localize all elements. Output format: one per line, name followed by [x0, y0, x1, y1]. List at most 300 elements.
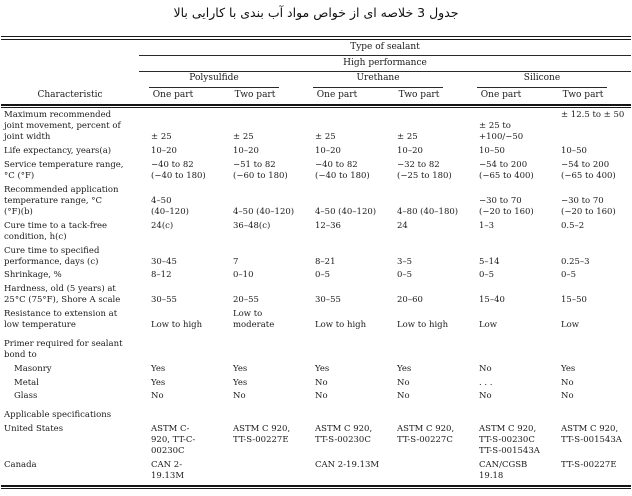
sealant-properties-table — [1, 36, 631, 489]
cell-line — [151, 284, 221, 295]
cell-line: 4–80 (40–180) — [397, 206, 459, 217]
cell-line: ± 12.5 to ± 50 — [561, 109, 625, 120]
cell-value — [221, 460, 303, 485]
row-label — [1, 246, 139, 271]
cell-line: −30 to 70 — [479, 195, 522, 206]
cell-line: ± 25 — [315, 132, 336, 143]
cell-line: Hardness, old (5 years) at — [4, 284, 116, 295]
cell-line — [151, 309, 221, 320]
cell-value — [139, 405, 221, 424]
empty-corner — [1, 40, 139, 56]
cell-line: Recommended application — [4, 184, 119, 195]
cell-line: (−65 to 400) — [561, 170, 616, 181]
cell-line: No — [561, 391, 574, 402]
cell-value — [467, 246, 549, 271]
cell-value — [549, 424, 631, 460]
table-row — [1, 185, 631, 221]
cell-line: ± 25 to — [479, 121, 511, 131]
cell-value — [549, 246, 631, 271]
cell-line: United States — [4, 423, 64, 434]
cell-line — [397, 121, 467, 132]
cell-line — [315, 309, 385, 320]
cell-value — [467, 378, 549, 392]
table-row — [1, 146, 631, 160]
cell-line — [315, 196, 385, 207]
cell-value — [467, 270, 549, 284]
cell-line: No — [479, 363, 492, 374]
rule-bottom — [1, 485, 631, 489]
cell-value — [467, 309, 549, 334]
cell-line: 00230C — [151, 446, 185, 457]
cell-line: Canada — [4, 459, 37, 470]
row-label — [1, 334, 139, 364]
table-row — [1, 110, 631, 146]
part-header: One part — [152, 89, 194, 100]
cell-value — [221, 270, 303, 284]
cell-line: −51 to 82 — [233, 159, 276, 170]
cell-line — [315, 246, 385, 257]
cell-line: 0–5 — [315, 270, 331, 281]
cell-line: −32 to 82 — [397, 159, 440, 170]
cell-value — [467, 110, 549, 146]
part-header: One part — [480, 89, 522, 100]
cell-value — [221, 110, 303, 146]
cell-line: TT-S-001543A — [479, 446, 540, 457]
cell-value — [139, 185, 221, 221]
cell-line: −54 to 200 — [561, 159, 610, 170]
cell-value — [139, 246, 221, 271]
row-label — [1, 270, 139, 284]
cell-line: TT-S-001543A — [561, 434, 622, 445]
cell-line: Masonry — [14, 363, 52, 374]
cell-line — [479, 110, 549, 121]
cell-value — [221, 160, 303, 185]
cell-line: 3–5 — [397, 256, 413, 267]
table-row — [1, 364, 631, 378]
cell-line: Primer required for sealant — [4, 338, 123, 349]
cell-line: 25°C (75°F), Shore A scale — [4, 295, 121, 306]
cell-line: 10–20 — [315, 145, 341, 156]
cell-line — [151, 121, 221, 132]
group-header-polysulfide: Polysulfide — [149, 73, 279, 87]
cell-line — [315, 121, 385, 132]
cell-value — [549, 460, 631, 485]
cell-value — [385, 110, 467, 146]
cell-line: Cure time to a tack-free — [4, 220, 108, 231]
row-label — [1, 185, 139, 221]
group-header-row — [1, 72, 631, 88]
row-label — [1, 146, 139, 160]
cell-line: 0.5–2 — [561, 220, 585, 231]
cell-line: (−20 to 160) — [479, 206, 534, 217]
table-row — [1, 309, 631, 334]
cell-line: No — [233, 391, 246, 402]
cell-line — [479, 185, 549, 196]
bottom-double-rule — [1, 485, 631, 489]
cell-line: ASTM C 920, — [397, 423, 455, 434]
row-label — [1, 424, 139, 460]
cell-line: Applicable specifications — [4, 409, 112, 420]
cell-value — [549, 405, 631, 424]
cell-line: 15–50 — [561, 295, 587, 306]
cell-value — [303, 284, 385, 309]
cell-value — [139, 221, 221, 246]
table-row — [1, 160, 631, 185]
table-row — [1, 391, 631, 405]
group-header-urethane: Urethane — [313, 73, 443, 87]
type-of-sealant-header: Type of sealant — [139, 40, 631, 56]
cell-line — [315, 185, 385, 196]
cell-line: −54 to 200 — [479, 159, 528, 170]
cell-line: Service temperature range, — [4, 159, 124, 170]
cell-value — [303, 110, 385, 146]
cell-line: Yes — [315, 363, 330, 374]
cell-value — [385, 270, 467, 284]
table-foot — [1, 485, 631, 489]
cell-line: Yes — [397, 363, 412, 374]
cell-line: 12–36 — [315, 220, 341, 231]
cell-line: (−40 to 180) — [151, 170, 206, 181]
cell-line — [479, 284, 549, 295]
cell-value — [549, 160, 631, 185]
row-label — [1, 160, 139, 185]
cell-value — [139, 146, 221, 160]
cell-line: ± 25 — [233, 132, 254, 143]
part-header-row — [1, 88, 631, 104]
cell-value — [385, 160, 467, 185]
cell-value — [221, 334, 303, 364]
cell-line — [151, 110, 221, 121]
cell-line: joint width — [4, 132, 51, 143]
cell-line: 19.18 — [479, 471, 504, 481]
row-label — [1, 405, 139, 424]
table-row — [1, 378, 631, 392]
cell-value — [221, 309, 303, 334]
cell-line: ± 25 — [397, 132, 418, 143]
cell-value — [549, 221, 631, 246]
cell-value — [385, 391, 467, 405]
cell-line: 5–14 — [479, 256, 500, 267]
cell-value — [467, 221, 549, 246]
cell-line: Yes — [233, 377, 248, 388]
cell-value — [303, 146, 385, 160]
high-performance-row — [1, 56, 631, 72]
cell-value — [221, 146, 303, 160]
cell-line: temperature range, °C — [4, 195, 103, 206]
cell-line: (°F)(b) — [4, 206, 33, 217]
cell-value — [139, 270, 221, 284]
cell-value — [549, 270, 631, 284]
cell-value — [139, 160, 221, 185]
cell-value — [549, 146, 631, 160]
cell-line: moderate — [233, 320, 275, 331]
cell-value — [385, 221, 467, 246]
cell-line: No — [397, 391, 410, 402]
cell-line: ASTM C 920, — [479, 423, 537, 434]
cell-line: 8–21 — [315, 256, 336, 267]
cell-line — [561, 284, 631, 295]
cell-value — [467, 160, 549, 185]
cell-line: Metal — [14, 377, 39, 388]
table-row — [1, 334, 631, 364]
part-header: Two part — [398, 89, 440, 100]
cell-value — [385, 405, 467, 424]
cell-line: Yes — [561, 363, 576, 374]
cell-line: 4–50 — [151, 195, 172, 206]
cell-value — [303, 246, 385, 271]
cell-value — [303, 160, 385, 185]
cell-line: (40–120) — [151, 206, 189, 217]
cell-line: 10–20 — [233, 145, 259, 156]
cell-value — [221, 378, 303, 392]
cell-value — [549, 185, 631, 221]
cell-line: Yes — [151, 377, 166, 388]
cell-line — [397, 185, 467, 196]
cell-line: Low — [479, 320, 498, 331]
cell-value — [139, 334, 221, 364]
row-label — [1, 364, 139, 378]
cell-value — [385, 246, 467, 271]
cell-line — [233, 284, 303, 295]
high-performance-header: High performance — [139, 56, 631, 72]
cell-value — [467, 424, 549, 460]
cell-line: ASTM C 920, — [233, 423, 291, 434]
cell-value — [549, 391, 631, 405]
cell-line: CAN 2-19.13M — [315, 459, 380, 470]
cell-line: −40 to 82 — [315, 159, 358, 170]
cell-value — [467, 146, 549, 160]
cell-line — [233, 246, 303, 257]
cell-value — [303, 391, 385, 405]
cell-value — [303, 364, 385, 378]
row-label — [1, 221, 139, 246]
cell-line: No — [479, 391, 492, 402]
part-header: One part — [316, 89, 358, 100]
cell-line: 10–50 — [479, 145, 505, 156]
cell-line: +100/−50 — [479, 132, 524, 143]
cell-value — [303, 309, 385, 334]
cell-line: No — [151, 391, 164, 402]
cell-line: Maximum recommended — [4, 109, 112, 120]
cell-value — [303, 460, 385, 485]
cell-line — [315, 284, 385, 295]
cell-line: 0–5 — [397, 270, 413, 281]
cell-value — [385, 378, 467, 392]
cell-value — [385, 146, 467, 160]
cell-line: No — [315, 377, 328, 388]
cell-line: °C (°F) — [4, 170, 35, 181]
table-row — [1, 246, 631, 271]
cell-line: 10–50 — [561, 145, 587, 156]
cell-value — [139, 110, 221, 146]
table-caption: جدول 3 خلاصه ای از خواص مواد آب بندی با کارایی بالا — [173, 5, 459, 20]
cell-line: 30–45 — [151, 256, 177, 267]
cell-line: 15–40 — [479, 295, 505, 306]
cell-value — [221, 185, 303, 221]
cell-line: No — [397, 377, 410, 388]
cell-value — [549, 110, 631, 146]
cell-value — [385, 185, 467, 221]
cell-line: ± 25 — [151, 132, 172, 143]
cell-line: ASTM C 920, — [561, 423, 619, 434]
cell-line — [397, 309, 467, 320]
cell-line: 1–3 — [479, 220, 495, 231]
part-header: Two part — [234, 89, 276, 100]
row-label — [1, 460, 139, 485]
cell-value — [221, 364, 303, 378]
cell-line: TT-S-00230C — [315, 434, 371, 445]
cell-value — [467, 334, 549, 364]
cell-line — [233, 110, 303, 121]
table-row — [1, 221, 631, 246]
table-row — [1, 284, 631, 309]
cell-line: 4–50 (40–120) — [315, 206, 377, 217]
cell-line: . . . — [479, 377, 493, 388]
cell-line — [561, 185, 631, 196]
cell-line: Low to high — [151, 320, 203, 331]
cell-line: (−40 to 180) — [315, 170, 370, 181]
cell-line: 24 — [397, 220, 408, 231]
cell-value — [549, 309, 631, 334]
cell-line: Low to — [233, 309, 263, 320]
cell-line — [397, 246, 467, 257]
cell-line: 7 — [233, 256, 239, 267]
cell-line: 8–12 — [151, 270, 172, 281]
cell-line: Resistance to extension at — [4, 309, 118, 320]
cell-line — [561, 246, 631, 257]
cell-value — [549, 284, 631, 309]
cell-value — [549, 364, 631, 378]
table-row — [1, 424, 631, 460]
cell-line: CAN/CGSB — [479, 459, 528, 470]
cell-line — [315, 110, 385, 121]
cell-line: joint movement, percent of — [4, 121, 121, 132]
cell-value — [385, 284, 467, 309]
cell-value — [467, 391, 549, 405]
cell-line: 24(c) — [151, 220, 174, 231]
cell-value — [385, 424, 467, 460]
row-label — [1, 284, 139, 309]
cell-value — [385, 364, 467, 378]
cell-line: low temperature — [4, 320, 76, 331]
cell-value — [303, 378, 385, 392]
cell-value — [385, 334, 467, 364]
cell-value — [139, 460, 221, 485]
cell-line: Low to high — [397, 320, 449, 331]
group-header-silicone: Silicone — [477, 73, 607, 87]
cell-line: ASTM C 920, — [315, 423, 373, 434]
cell-line — [151, 185, 221, 196]
cell-line: 19.13M — [151, 471, 185, 481]
cell-value — [303, 424, 385, 460]
cell-line — [233, 185, 303, 196]
cell-value — [139, 424, 221, 460]
cell-line: Yes — [233, 363, 248, 374]
cell-line: TT-S-00227E — [561, 459, 617, 470]
row-label — [1, 391, 139, 405]
cell-line: Low to high — [315, 320, 367, 331]
part-header: Two part — [562, 89, 604, 100]
row-label — [1, 110, 139, 146]
cell-line: 10–20 — [151, 145, 177, 156]
cell-value — [221, 221, 303, 246]
cell-line: 20–55 — [233, 295, 259, 306]
cell-line: 0–5 — [561, 270, 577, 281]
cell-line: Life expectancy, years(a) — [4, 145, 112, 156]
cell-line: (−65 to 400) — [479, 170, 534, 181]
cell-line: Glass — [14, 391, 38, 402]
cell-line: condition, h(c) — [4, 231, 67, 242]
cell-value — [467, 364, 549, 378]
cell-line: (−25 to 180) — [397, 170, 452, 181]
cell-line: −40 to 82 — [151, 159, 194, 170]
cell-value — [467, 460, 549, 485]
cell-line: ASTM C- — [151, 423, 190, 434]
cell-value — [467, 405, 549, 424]
cell-line: 30–55 — [315, 295, 341, 306]
cell-line: Cure time to specified — [4, 245, 100, 256]
cell-line: −30 to 70 — [561, 195, 604, 206]
table-row — [1, 405, 631, 424]
cell-value — [303, 221, 385, 246]
empty-corner — [1, 72, 139, 88]
cell-value — [385, 309, 467, 334]
cell-value — [303, 405, 385, 424]
row-label — [1, 309, 139, 334]
type-of-sealant-row — [1, 40, 631, 56]
table-body — [1, 110, 631, 485]
cell-line: Yes — [151, 363, 166, 374]
cell-value — [303, 334, 385, 364]
cell-line — [151, 246, 221, 257]
cell-line: bond to — [4, 350, 37, 361]
cell-line: Low — [561, 320, 580, 331]
cell-value — [139, 364, 221, 378]
cell-value — [139, 284, 221, 309]
cell-value — [221, 405, 303, 424]
cell-line — [561, 309, 631, 320]
cell-line: Shrinkage, % — [4, 270, 62, 281]
cell-line: CAN 2- — [151, 459, 183, 470]
cell-value — [221, 424, 303, 460]
cell-line: (−20 to 160) — [561, 206, 616, 217]
cell-line: TT-S-00227C — [397, 434, 453, 445]
cell-value — [303, 270, 385, 284]
cell-line: TT-S-00227E — [233, 434, 289, 445]
cell-value — [221, 391, 303, 405]
cell-line: 4–50 (40–120) — [233, 206, 295, 217]
cell-line: No — [561, 377, 574, 388]
cell-line: 0–10 — [233, 270, 254, 281]
cell-value — [467, 284, 549, 309]
cell-line — [233, 121, 303, 132]
cell-line: 30–55 — [151, 295, 177, 306]
empty-corner — [1, 56, 139, 72]
cell-line: (−60 to 180) — [233, 170, 288, 181]
cell-line — [397, 196, 467, 207]
cell-line: 920, TT-C- — [151, 434, 196, 445]
cell-line: 10–20 — [397, 145, 423, 156]
characteristic-header: Characteristic — [37, 89, 103, 100]
cell-value — [139, 309, 221, 334]
cell-line: 0.25–3 — [561, 256, 590, 267]
row-label — [1, 378, 139, 392]
cell-value — [303, 185, 385, 221]
cell-line: 36–48(c) — [233, 220, 271, 231]
cell-line: 20–60 — [397, 295, 423, 306]
cell-line: 0–5 — [479, 270, 495, 281]
cell-value — [385, 460, 467, 485]
